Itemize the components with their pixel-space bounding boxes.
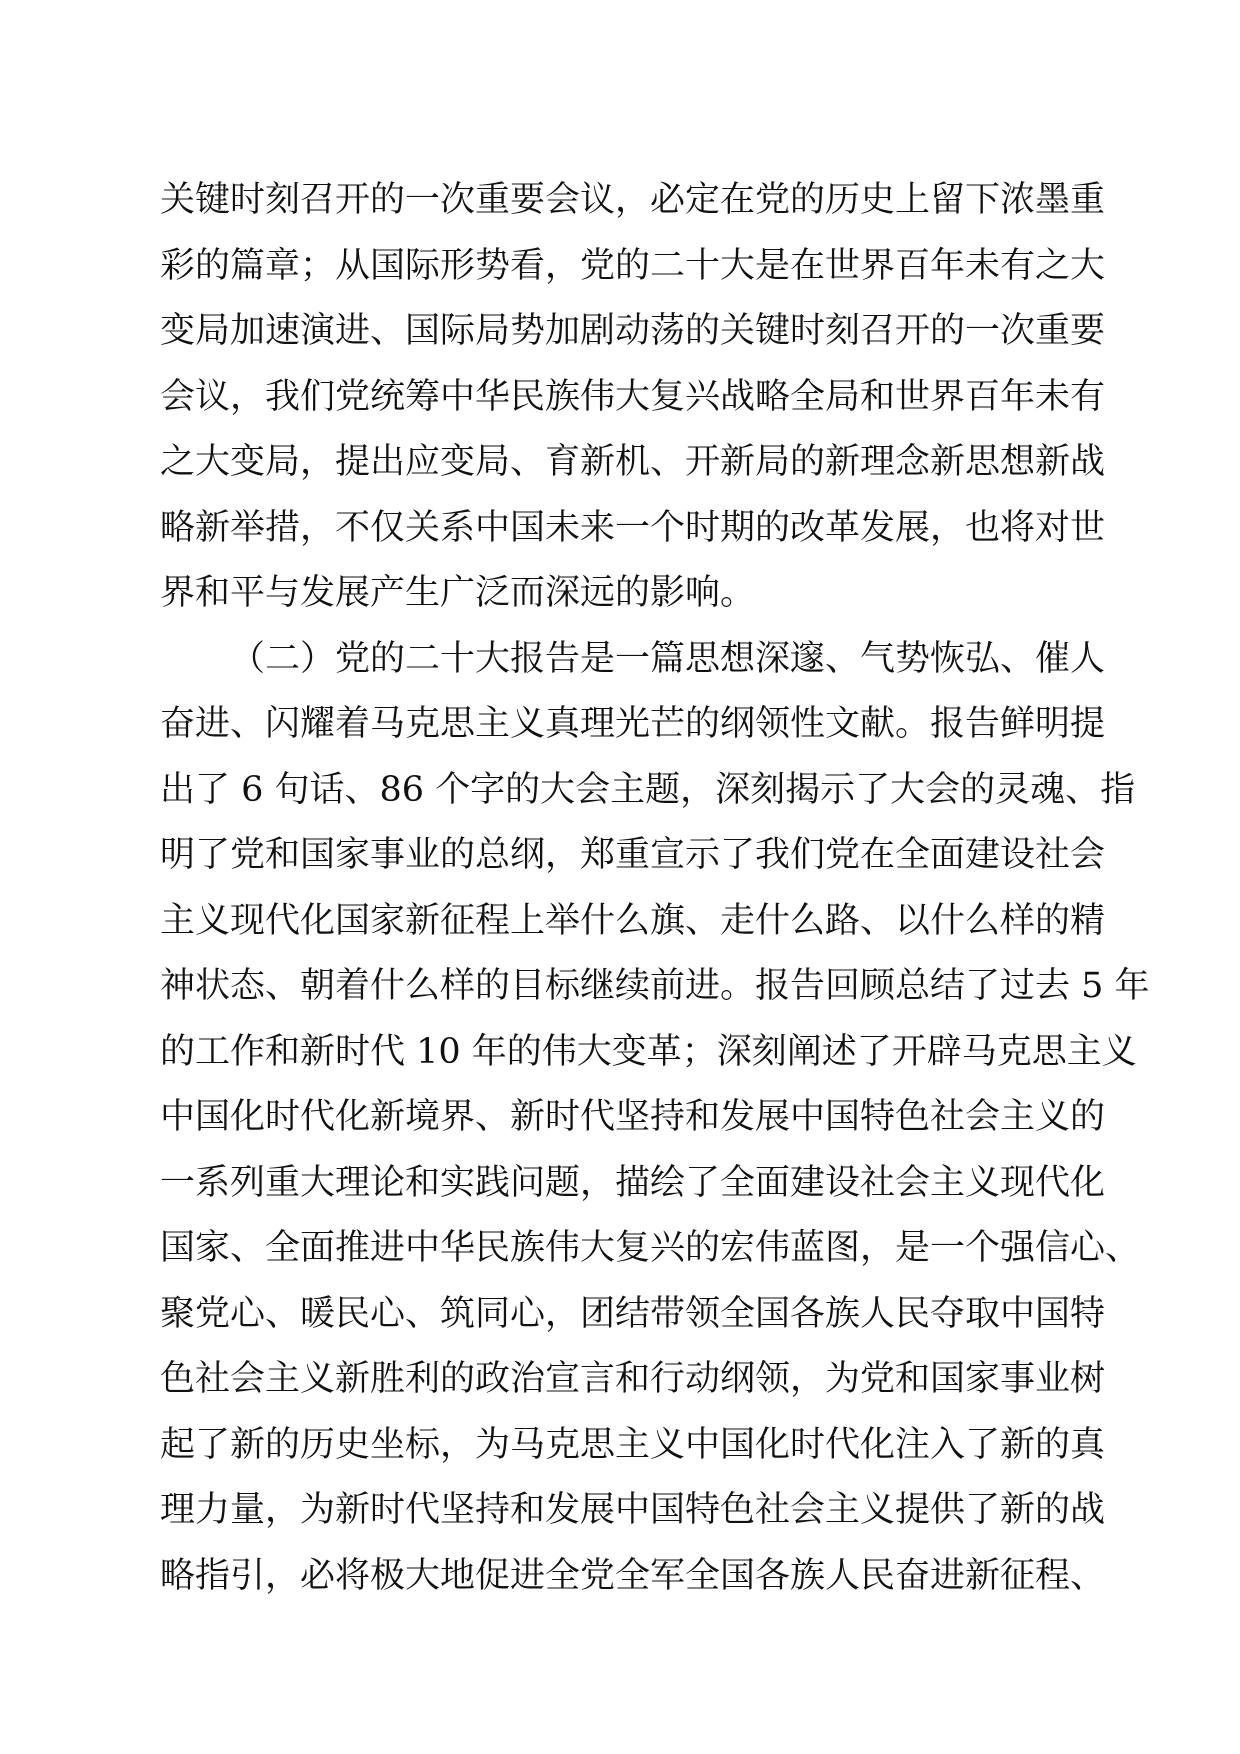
text-line: 神状态、朝着什么样的目标继续前进。报告回顾总结了过去 5 年 <box>160 966 1150 1006</box>
text-line: 界和平与发展产生广泛而深远的影响。 <box>160 573 756 613</box>
text-line: 明了党和国家事业的总纲，郑重宣示了我们党在全面建设社会 <box>160 835 1106 875</box>
text-line: 会议，我们党统筹中华民族伟大复兴战略全局和世界百年未有 <box>160 376 1106 417</box>
text-line: 略指引，必将极大地促进全党全军全国各族人民奋进新征程、 <box>160 1555 1106 1596</box>
text-line: 主义现代化国家新征程上举什么旗、走什么路、以什么样的精 <box>160 900 1106 941</box>
text-line: 之大变局，提出应变局、育新机、开新局的新理念新思想新战 <box>160 442 1106 482</box>
text-line: 起了新的历史坐标，为马克思主义中国化时代化注入了新的真 <box>160 1424 1106 1465</box>
text-line: 理力量，为新时代坚持和发展中国特色社会主义提供了新的战 <box>160 1490 1106 1530</box>
text-line: 的工作和新时代 10 年的伟大变革；深刻阐述了开辟马克思主义 <box>160 1031 1137 1072</box>
text-line: 出了 6 句话、86 个字的大会主题，深刻揭示了大会的灵魂、指 <box>160 769 1136 810</box>
text-line: 国家、全面推进中华民族伟大复兴的宏伟蓝图，是一个强信心、 <box>160 1228 1141 1268</box>
text-line: 色社会主义新胜利的政治宣言和行动纲领，为党和国家事业树 <box>160 1359 1106 1399</box>
text-line: 一系列重大理论和实践问题，描绘了全面建设社会主义现代化 <box>160 1162 1106 1203</box>
text-line: 聚党心、暖民心、筑同心，团结带领全国各族人民夺取中国特 <box>160 1293 1106 1334</box>
text-line: 彩的篇章；从国际形势看，党的二十大是在世界百年未有之大 <box>160 245 1106 286</box>
body-text <box>160 168 1150 1609</box>
text-line: 关键时刻召开的一次重要会议，必定在党的历史上留下浓墨重 <box>160 180 1106 220</box>
text-line: 变局加速演进、国际局势加剧动荡的关键时刻召开的一次重要 <box>160 311 1106 351</box>
text-line: 奋进、闪耀着马克思主义真理光芒的纲领性文献。报告鲜明提 <box>160 704 1106 744</box>
text-line-indented: （二）党的二十大报告是一篇思想深邃、气势恢弘、催人 <box>230 638 1106 679</box>
text-line: 略新举措，不仅关系中国未来一个时期的改革发展，也将对世 <box>160 507 1106 548</box>
text-line: 中国化时代化新境界、新时代坚持和发展中国特色社会主义的 <box>160 1097 1106 1137</box>
